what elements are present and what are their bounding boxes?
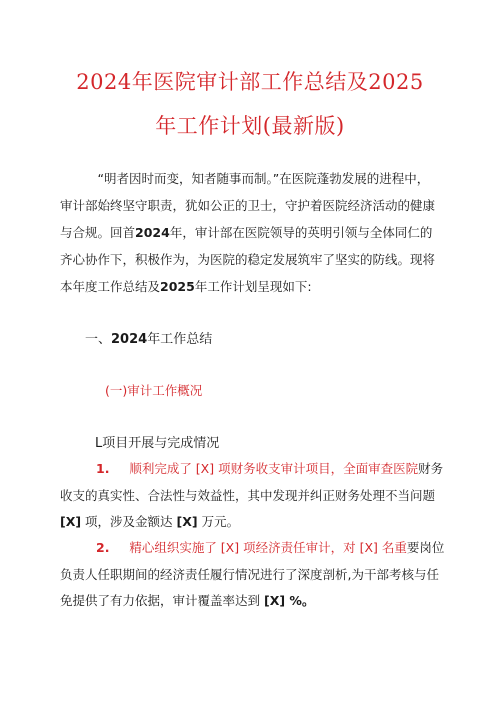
item-number: 2.: [96, 540, 110, 555]
item-number: 1.: [96, 461, 110, 476]
intro-year-2025: 2025: [160, 279, 195, 294]
document-title-line-2: 年工作计划(最新版): [155, 114, 345, 138]
item-red-text: 精心组织实施了 [X] 项经济责任审计，对 [X] 名重: [129, 540, 407, 555]
intro-text-2: 年，审计部在医院领导的英明引领与全体同仁的齐心协作下，积极作为，为医院的稳定发展筑牢了坚实的防线。现将本年度工作总结及: [60, 225, 436, 294]
item-placeholder: [X]: [176, 514, 198, 529]
section-suffix: 年工作总结: [147, 332, 213, 347]
sub-subheading: L项目开展与完成情况: [95, 436, 220, 451]
item-red-text: 顺利完成了 [X] 项财务收支审计项目，全面审查医院: [129, 461, 419, 476]
intro-year-2024: 2024: [135, 225, 170, 240]
item-text: 要岗位负责人任职期间的经济责任履行情况进行了深度剖析,为干部考核与任免提供了有力依据，审计覆盖率达到: [60, 540, 445, 608]
item-text: %。: [285, 593, 315, 608]
section-year: 2024: [111, 332, 148, 347]
document-title-line-1: 2024年医院审计部工作总结及2025: [76, 70, 424, 94]
section-prefix: 一、: [85, 332, 112, 347]
intro-text-1: “明者因时而变，知者随事而制。”在医院蓬勃发展的进程中，审计部始终坚守职责，犹如公正的卫士，守护着医院经济活动的健康与合规。回首: [60, 171, 436, 240]
intro-text-3: 年工作计划呈现如下:: [194, 279, 312, 294]
item-text: 项，涉及金额达: [81, 514, 177, 529]
item-placeholder: [X]: [263, 593, 286, 608]
list-item: [60, 535, 446, 615]
item-placeholder: [X]: [60, 514, 82, 529]
list-item: [60, 456, 446, 536]
section-heading: [85, 328, 212, 347]
subsection-heading: (一)审计工作概况: [105, 383, 203, 398]
item-text: 财务收支的真实性、合法性与效益性，其中发现并纠正财务处理不当问题: [60, 461, 444, 503]
item-text: 万元。: [197, 514, 240, 529]
intro-paragraph: [60, 165, 440, 300]
